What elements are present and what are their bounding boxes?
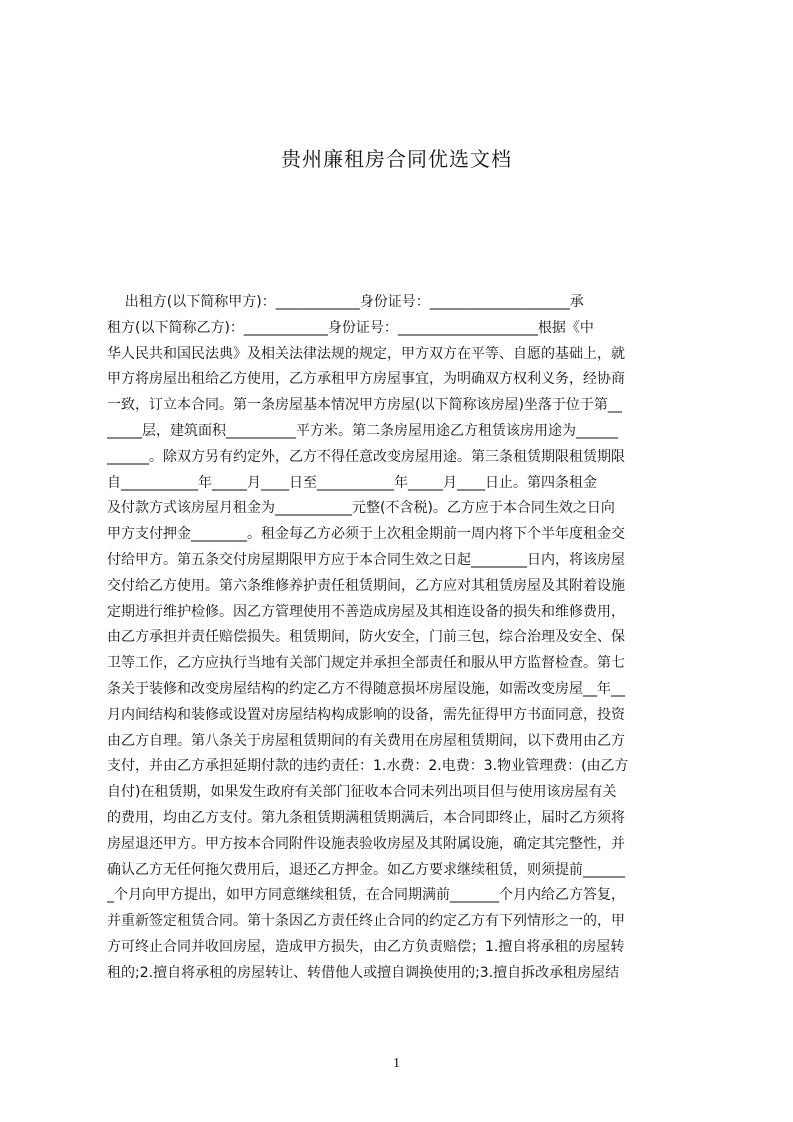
body-line: 甲方将房屋出租给乙方使用，乙方承租甲方房屋事宜，为明确双方权利义务，经协商	[107, 371, 625, 388]
body-line: 由乙方自理。第八条关于房屋租赁期间的有关费用在房屋租赁期间，以下费用由乙方	[107, 732, 625, 749]
body-line: 的费用，均由乙方支付。第九条租赁期满租赁期满后，本合同即终止，届时乙方须将	[107, 809, 625, 826]
body-line: 租方(以下简称乙方)：____________身份证号：____________________根据《中	[107, 319, 594, 336]
body-line: 月内间结构和装修或设置对房屋结构构成影响的设备，需先征得甲方书面同意，投资	[107, 706, 625, 723]
body-line: 交付给乙方使用。第六条维修养护责任租赁期间，乙方应对其租赁房屋及其附着设施	[107, 577, 625, 594]
body-line: 方可终止合同并收回房屋，造成甲方损失，由乙方负责赔偿；1.擅自将承租的房屋转	[107, 938, 625, 955]
document-title: 贵州廉租房合同优选文档	[281, 147, 512, 171]
body-line: 房屋退还甲方。甲方按本合同附件设施表验收房屋及其附属设施，确定其完整性，并	[107, 835, 625, 852]
body-line: 支付，并由乙方承担延期付款的违约责任：1.水费：2.电费：3.物业管理费：(由乙方	[107, 758, 629, 775]
body-line: 自___________年_____月____日至___________年_____月____日止。第四条租金	[107, 474, 597, 491]
body-line: 一致，订立本合同。第一条房屋基本情况甲方房屋(以下简称该房屋)坐落于位于第__	[107, 397, 622, 414]
body-line: 卫等工作，乙方应执行当地有关部门规定并承担全部责任和服从甲方监督检查。第七	[107, 655, 625, 672]
body-line: 甲方支付押金________。租金每乙方必须于上次租金期前一周内将下个半年度租金交	[107, 526, 625, 543]
body-line: 华人民共和国民法典》及相关法律法规的规定，甲方双方在平等、自愿的基础上，就	[107, 345, 625, 362]
body-line: ______。除双方另有约定外，乙方不得任意改变房屋用途。第三条租赁期限租赁期限	[107, 448, 625, 465]
page-number: 1	[393, 1056, 400, 1071]
body-line: _个月向甲方提出，如甲方同意继续租赁，在合同期满前_______个月内给乙方答复，	[107, 887, 625, 904]
body-line: _____层，建筑面积__________平方米。第二条房屋用途乙方租赁该房用途为______	[107, 422, 618, 439]
body-line: 定期进行维护检修。因乙方管理使用不善造成房屋及其相连设备的损失和维修费用，	[107, 603, 625, 620]
body-line: 出租方(以下简称甲方)：____________身份证号：____________________承	[107, 294, 584, 310]
body-line: 并重新签定租赁合同。第十条因乙方责任终止合同的约定乙方有下列情形之一的，甲	[107, 913, 625, 930]
contract-body	[107, 290, 707, 987]
body-line: 确认乙方无任何拖欠费用后，退还乙方押金。如乙方要求继续租赁，则须提前______	[107, 861, 625, 878]
body-line: 由乙方承担并责任赔偿损失。租赁期间，防火安全，门前三包，综合治理及安全、保	[107, 629, 625, 646]
body-line: 租的;2.擅自将承租的房屋转让、转借他人或擅自调换使用的;3.擅自拆改承租房屋结	[107, 964, 620, 981]
body-line: 条关于装修和改变房屋结构的约定乙方不得随意损坏房屋设施，如需改变房屋__年__	[107, 680, 625, 697]
body-line: 自付)在租赁期，如果发生政府有关部门征收本合同未列出项目但与使用该房屋有关	[107, 784, 617, 801]
body-line: 及付款方式该房屋月租金为___________元整(不含税)。乙方应于本合同生效之日向	[107, 500, 615, 517]
body-line: 付给甲方。第五条交付房屋期限甲方应于本合同生效之日起________日内，将该房屋	[107, 551, 625, 568]
